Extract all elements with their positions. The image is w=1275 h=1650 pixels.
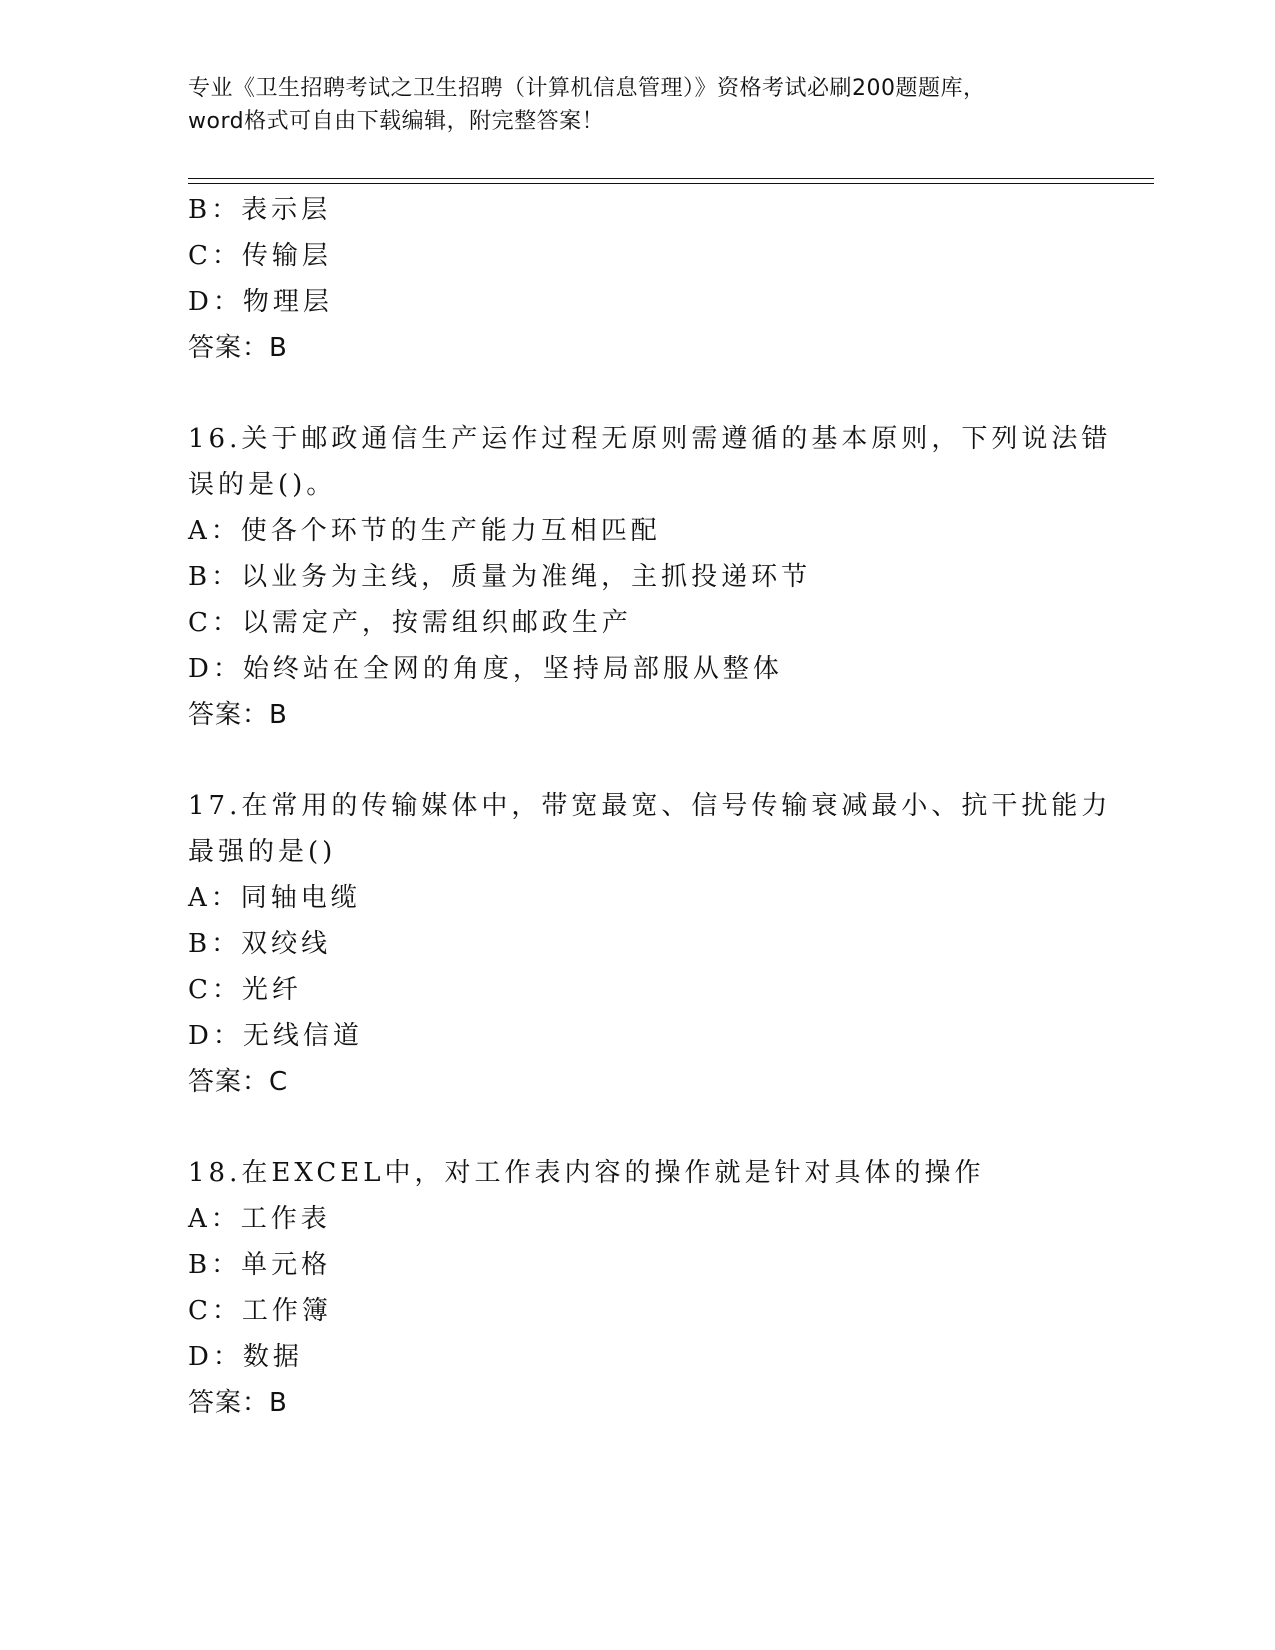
header-title-line-2: word格式可自由下载编辑，附完整答案！ bbox=[188, 109, 605, 134]
option-b: B：以业务为主线，质量为准绳，主抓投递环节 bbox=[188, 562, 812, 592]
option-c: C：传输层 bbox=[188, 241, 332, 271]
option-b: B：表示层 bbox=[188, 195, 332, 225]
option-d: D：无线信道 bbox=[188, 1021, 363, 1051]
option-d: D：数据 bbox=[188, 1342, 303, 1372]
question-spacer bbox=[188, 1105, 1088, 1150]
question-spacer bbox=[188, 738, 1088, 783]
question-stem-line: 16.关于邮政通信生产运作过程无原则需遵循的基本原则，下列说法错 bbox=[188, 424, 1112, 454]
question-stem-line: 最强的是() bbox=[188, 837, 337, 867]
header-title-line-1: 专业《卫生招聘考试之卫生招聘（计算机信息管理）》资格考试必刷200题题库， bbox=[188, 76, 986, 101]
question-spacer bbox=[188, 371, 1088, 416]
question-18 bbox=[188, 1150, 1088, 1426]
question-15-continued bbox=[188, 187, 1088, 371]
document-header bbox=[188, 72, 1088, 138]
option-d: D：始终站在全网的角度，坚持局部服从整体 bbox=[188, 654, 783, 684]
question-list bbox=[188, 187, 1112, 1426]
option-a: A：工作表 bbox=[188, 1204, 331, 1234]
answer-line: 答案：B bbox=[188, 700, 288, 730]
answer-line: 答案：B bbox=[188, 1388, 288, 1418]
answer-line: 答案：B bbox=[188, 333, 288, 363]
option-a: A：同轴电缆 bbox=[188, 883, 361, 913]
question-17 bbox=[188, 783, 1112, 1105]
answer-line: 答案：C bbox=[188, 1067, 289, 1097]
question-stem-line: 17.在常用的传输媒体中，带宽最宽、信号传输衰减最小、抗干扰能力 bbox=[188, 791, 1112, 821]
question-stem-line: 18.在EXCEL中，对工作表内容的操作就是针对具体的操作 bbox=[188, 1158, 985, 1188]
question-stem-line: 误的是()。 bbox=[188, 470, 337, 500]
header-divider-bottom bbox=[188, 183, 1154, 184]
option-a: A：使各个环节的生产能力互相匹配 bbox=[188, 516, 661, 546]
header-divider-top bbox=[188, 178, 1154, 179]
option-c: C：光纤 bbox=[188, 975, 302, 1005]
question-16 bbox=[188, 416, 1112, 738]
option-d: D：物理层 bbox=[188, 287, 333, 317]
option-b: B：双绞线 bbox=[188, 929, 332, 959]
option-b: B：单元格 bbox=[188, 1250, 332, 1280]
option-c: C：以需定产，按需组织邮政生产 bbox=[188, 608, 632, 638]
option-c: C：工作簿 bbox=[188, 1296, 332, 1326]
